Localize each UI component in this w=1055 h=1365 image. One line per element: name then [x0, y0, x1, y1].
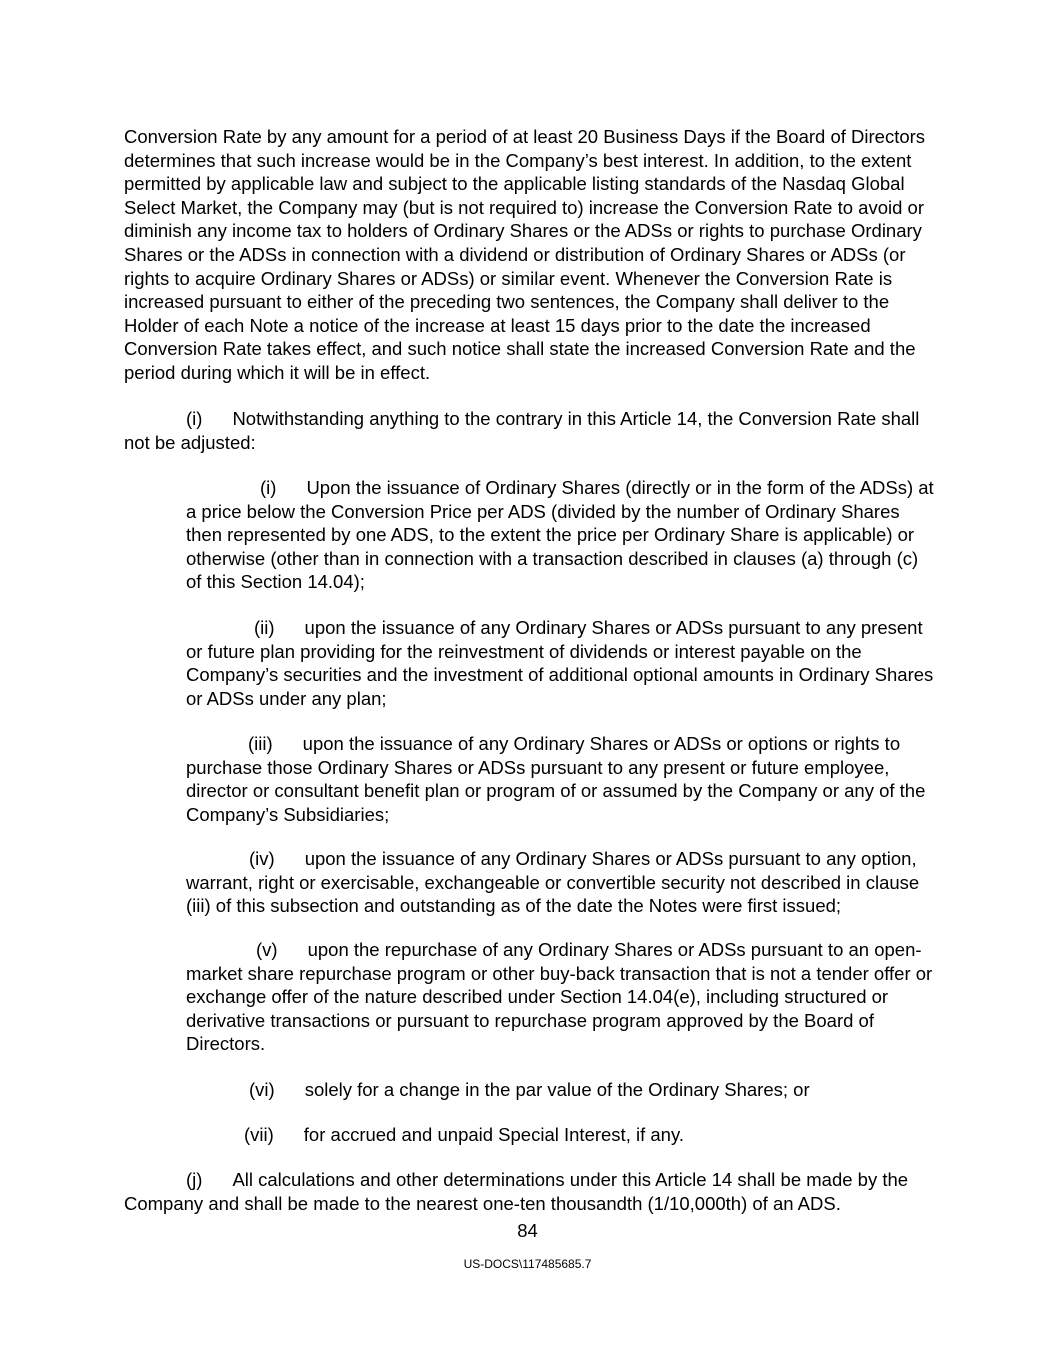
subclause-text: upon the issuance of any Ordinary Shares or ADSs or options or rights to purchase those Ordinary Shares or ADSs pursuant to any present or future employee, director or consultant benefit plan or program of or assumed by the Company or any of the Company’s Subsidiaries; — [186, 733, 926, 825]
clause-i-marker: (i) — [186, 408, 203, 429]
subclause-marker: (i) — [260, 477, 277, 498]
clause-j-text: All calculations and other determinations under this Article 14 shall be made by the Company and shall be made to the nearest one-ten thousandth (1/10,000th) of an ADS. — [124, 1169, 909, 1214]
subclause-marker: (vii) — [244, 1124, 274, 1145]
subclause-text: solely for a change in the par value of the Ordinary Shares; or — [304, 1079, 810, 1100]
subclause-1 — [186, 476, 938, 594]
subclause-marker: (ii) — [254, 617, 275, 638]
subclause-2 — [186, 616, 938, 710]
subclause-marker: (iii) — [248, 733, 273, 754]
clause-j-marker: (j) — [186, 1169, 203, 1190]
subclause-text: upon the issuance of any Ordinary Shares or ADSs pursuant to any option, warrant, right or exercisable, exchangeable or convertible security not described in clause (iii) of this subsection and outstanding as of the date the Notes were first issued; — [186, 848, 920, 917]
subclause-marker: (iv) — [249, 848, 275, 869]
subclause-3 — [186, 732, 938, 826]
subclause-5 — [186, 938, 938, 1056]
subclause-marker: (vi) — [249, 1079, 275, 1100]
subclause-6 — [186, 1078, 938, 1102]
subclause-text: Upon the issuance of Ordinary Shares (directly or in the form of the ADSs) at a price below the Conversion Price per ADS (divided by the number of Ordinary Shares then represented by one ADS, to the extent the price per Ordinary Share is applicable) or otherwise (other than in connection with a transaction described in clauses (a) through (c) of this Section 14.04); — [186, 477, 934, 593]
clause-j — [124, 1168, 936, 1215]
subclause-text: for accrued and unpaid Special Interest, if any. — [303, 1124, 684, 1145]
clause-i — [124, 407, 936, 454]
subclause-text: upon the repurchase of any Ordinary Shares or ADSs pursuant to an open-market share repurchase program or other buy-back transaction that is not a tender offer or exchange offer of the nature described under Section 14.04(e), including structured or derivative transactions or pursuant to repurchase program approved by the Board of Directors. — [186, 939, 933, 1055]
subclause-4 — [186, 847, 938, 918]
document-id: US-DOCS\117485685.7 — [463, 1257, 592, 1271]
subclause-marker: (v) — [256, 939, 278, 960]
page-number: 84 — [517, 1220, 538, 1241]
intro-paragraph: Conversion Rate by any amount for a period of at least 20 Business Days if the Board of Directors determines that such increase would be in the Company’s best interest. In addition, to the extent permitted by applicable law and subject to the applicable listing standards of the Nasdaq Global Select Market, the Company may (but is not required to) increase the Conversion Rate to avoid or diminish any income tax to holders of Ordinary Shares or the ADSs or rights to purchase Ordinary Shares or the ADSs in connection with a dividend or distribution of Ordinary Shares or ADSs (or rights to acquire Ordinary Shares or ADSs) or similar event. Whenever the Conversion Rate is increased pursuant to either of the preceding two sentences, the Company shall deliver to the Holder of each Note a notice of the increase at least 15 days prior to the date the increased Conversion Rate takes effect, and such notice shall state the increased Conversion Rate and the period during which it will be in effect. — [124, 126, 926, 383]
subclause-text: upon the issuance of any Ordinary Shares or ADSs pursuant to any present or future plan providing for the reinvestment of dividends or interest payable on the Company’s securities and the investment of additional optional amounts in Ordinary Shares or ADSs under any plan; — [186, 617, 934, 709]
clause-i-text: Notwithstanding anything to the contrary in this Article 14, the Conversion Rate shall not be adjusted: — [124, 408, 920, 453]
subclause-7 — [186, 1123, 938, 1147]
